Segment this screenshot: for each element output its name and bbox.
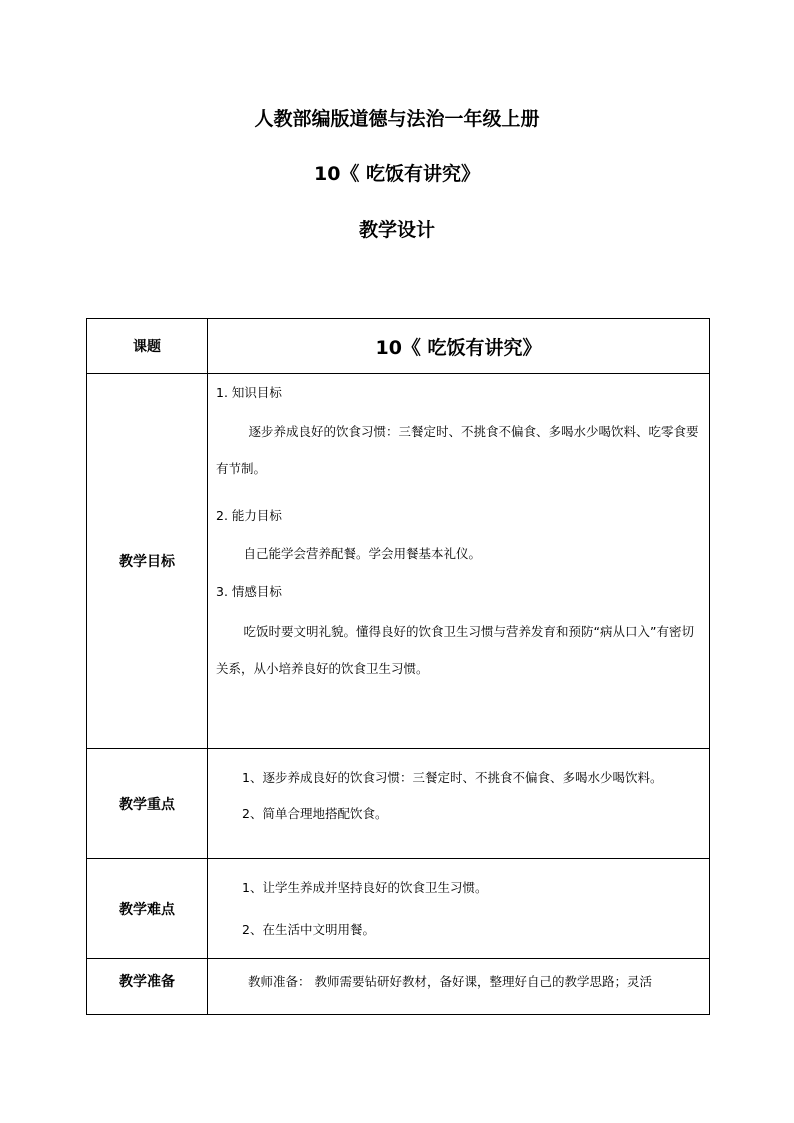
objectives-label: 教学目标 bbox=[87, 374, 208, 749]
document-title: 人教部编版道德与法治一年级上册 bbox=[254, 108, 540, 130]
topic-value: 10《 吃饭有讲究》 bbox=[208, 319, 710, 374]
preparation-row bbox=[87, 959, 710, 1015]
difficulty-item: 2、在生活中文明用餐。 bbox=[242, 922, 375, 937]
preparation-label: 教学准备 bbox=[87, 959, 208, 1015]
preparation-text: 教师准备： 教师需要钻研好教材，备好课，整理好自己的教学思路；灵活 bbox=[208, 959, 710, 1015]
knowledge-text: 逐步养成良好的饮食习惯：三餐定时、不挑食不偏食、多喝水少喝饮料、吃零食要有节制。 bbox=[216, 424, 699, 476]
key-points-label: 教学重点 bbox=[87, 749, 208, 859]
difficulty-item: 1、让学生养成并坚持良好的饮食卫生习惯。 bbox=[242, 880, 488, 895]
key-point-item: 2、简单合理地搭配饮食。 bbox=[242, 806, 388, 821]
lesson-plan-table bbox=[86, 318, 710, 1015]
objectives-row bbox=[87, 374, 710, 749]
key-points-row bbox=[87, 749, 710, 859]
topic-label: 课题 bbox=[87, 319, 208, 374]
objectives-content bbox=[208, 374, 710, 749]
ability-text: 自己能学会营养配餐。学会用餐基本礼仪。 bbox=[243, 546, 482, 561]
difficulties-label: 教学难点 bbox=[87, 859, 208, 959]
topic-row bbox=[87, 319, 710, 374]
ability-heading: 2. 能力目标 bbox=[216, 508, 282, 523]
document-subtitle: 教学设计 bbox=[358, 219, 435, 241]
key-points-content bbox=[208, 749, 710, 859]
emotion-heading: 3. 情感目标 bbox=[216, 584, 282, 599]
difficulties-row bbox=[87, 859, 710, 959]
emotion-text: 吃饭时要文明礼貌。懂得良好的饮食卫生习惯与营养发育和预防“病从口入”有密切关系，从小培养良好的饮食卫生习惯。 bbox=[216, 624, 694, 676]
difficulties-content bbox=[208, 859, 710, 959]
key-point-item: 1、逐步养成良好的饮食习惯：三餐定时、不挑食不偏食、多喝水少喝饮料。 bbox=[242, 770, 663, 785]
knowledge-heading: 1. 知识目标 bbox=[216, 385, 282, 400]
lesson-title: 10《 吃饭有讲究》 bbox=[313, 163, 481, 185]
